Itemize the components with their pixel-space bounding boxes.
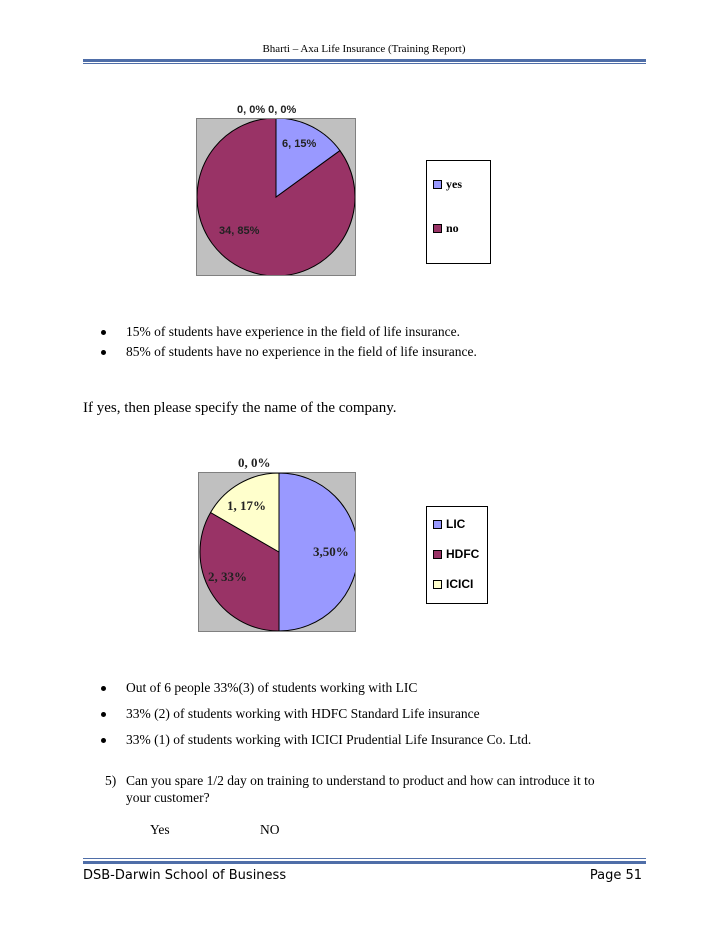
bullet-icon <box>101 686 106 691</box>
list-item-text: 15% of students have experience in the field of life insurance. <box>126 324 460 339</box>
list-item-text: 33% (2) of students working with HDFC Standard Life insurance <box>126 706 480 721</box>
chart1-plot-area <box>196 118 356 276</box>
legend-swatch-lic <box>433 520 442 529</box>
legend-item-icici <box>433 577 473 591</box>
legend-swatch-icici <box>433 580 442 589</box>
bullet-list-2 <box>97 680 677 758</box>
legend-label-icici: ICICI <box>446 577 474 591</box>
chart2-data-label-zero: 0, 0% <box>238 455 271 470</box>
legend-item-yes <box>433 177 462 192</box>
footer-rule-thin <box>83 858 646 859</box>
header-title: Bharti – Axa Life Insurance (Training Report) <box>262 43 466 55</box>
list-item <box>97 680 677 706</box>
footer-rule <box>83 861 646 864</box>
question-text <box>126 772 666 806</box>
option-yes: Yes <box>150 822 170 837</box>
bullet-list-1 <box>97 324 657 364</box>
legend-swatch-hdfc <box>433 550 442 559</box>
bullet-icon <box>101 712 106 717</box>
chart2-data-label-hdfc: 2, 33% <box>208 569 247 584</box>
list-item <box>97 732 677 758</box>
legend-label-no: no <box>446 221 459 235</box>
bullet-icon <box>101 330 106 335</box>
chart1-pie <box>197 119 355 275</box>
header-rule-thin <box>83 63 646 64</box>
chart1-data-label-zero: 0, 0% 0, 0% <box>237 104 297 116</box>
legend-label-lic: LIC <box>446 517 466 531</box>
legend-item-no <box>433 221 459 236</box>
legend-label-yes: yes <box>446 177 462 191</box>
legend-item-lic <box>433 517 465 531</box>
option-no: NO <box>260 822 280 837</box>
legend-item-hdfc <box>433 547 479 561</box>
question-text-line-2: your customer? <box>126 790 210 805</box>
list-item <box>97 324 657 344</box>
list-item <box>97 344 657 364</box>
footer-page-number: Page 51 <box>589 868 642 883</box>
legend-label-hdfc: HDFC <box>446 547 480 561</box>
chart1-data-label-no: 34, 85% <box>219 225 260 237</box>
question-number: 5) <box>105 773 117 788</box>
chart2-legend <box>426 506 488 604</box>
footer-school-name: DSB-Darwin School of Business <box>83 868 287 883</box>
list-item-text: Out of 6 people 33%(3) of students working with LIC <box>126 680 418 695</box>
bullet-icon <box>101 738 106 743</box>
chart1-legend <box>426 160 491 264</box>
legend-swatch-yes <box>433 180 442 189</box>
list-item-text: 85% of students have no experience in the field of life insurance. <box>126 344 477 359</box>
bullet-icon <box>101 350 106 355</box>
question-text-line-1: Can you spare 1/2 day on training to understand to product and how can introduce it to <box>126 773 595 788</box>
list-item-text: 33% (1) of students working with ICICI Prudential Life Insurance Co. Ltd. <box>126 732 532 747</box>
chart2-data-label-lic: 3,50% <box>313 544 349 559</box>
chart1-data-label-yes: 6, 15% <box>282 138 317 150</box>
chart2-data-label-icici: 1, 17% <box>227 498 266 513</box>
question-line: If yes, then please specify the name of the company. <box>83 400 397 416</box>
legend-swatch-no <box>433 224 442 233</box>
header-rule <box>83 59 646 62</box>
list-item <box>97 706 677 732</box>
